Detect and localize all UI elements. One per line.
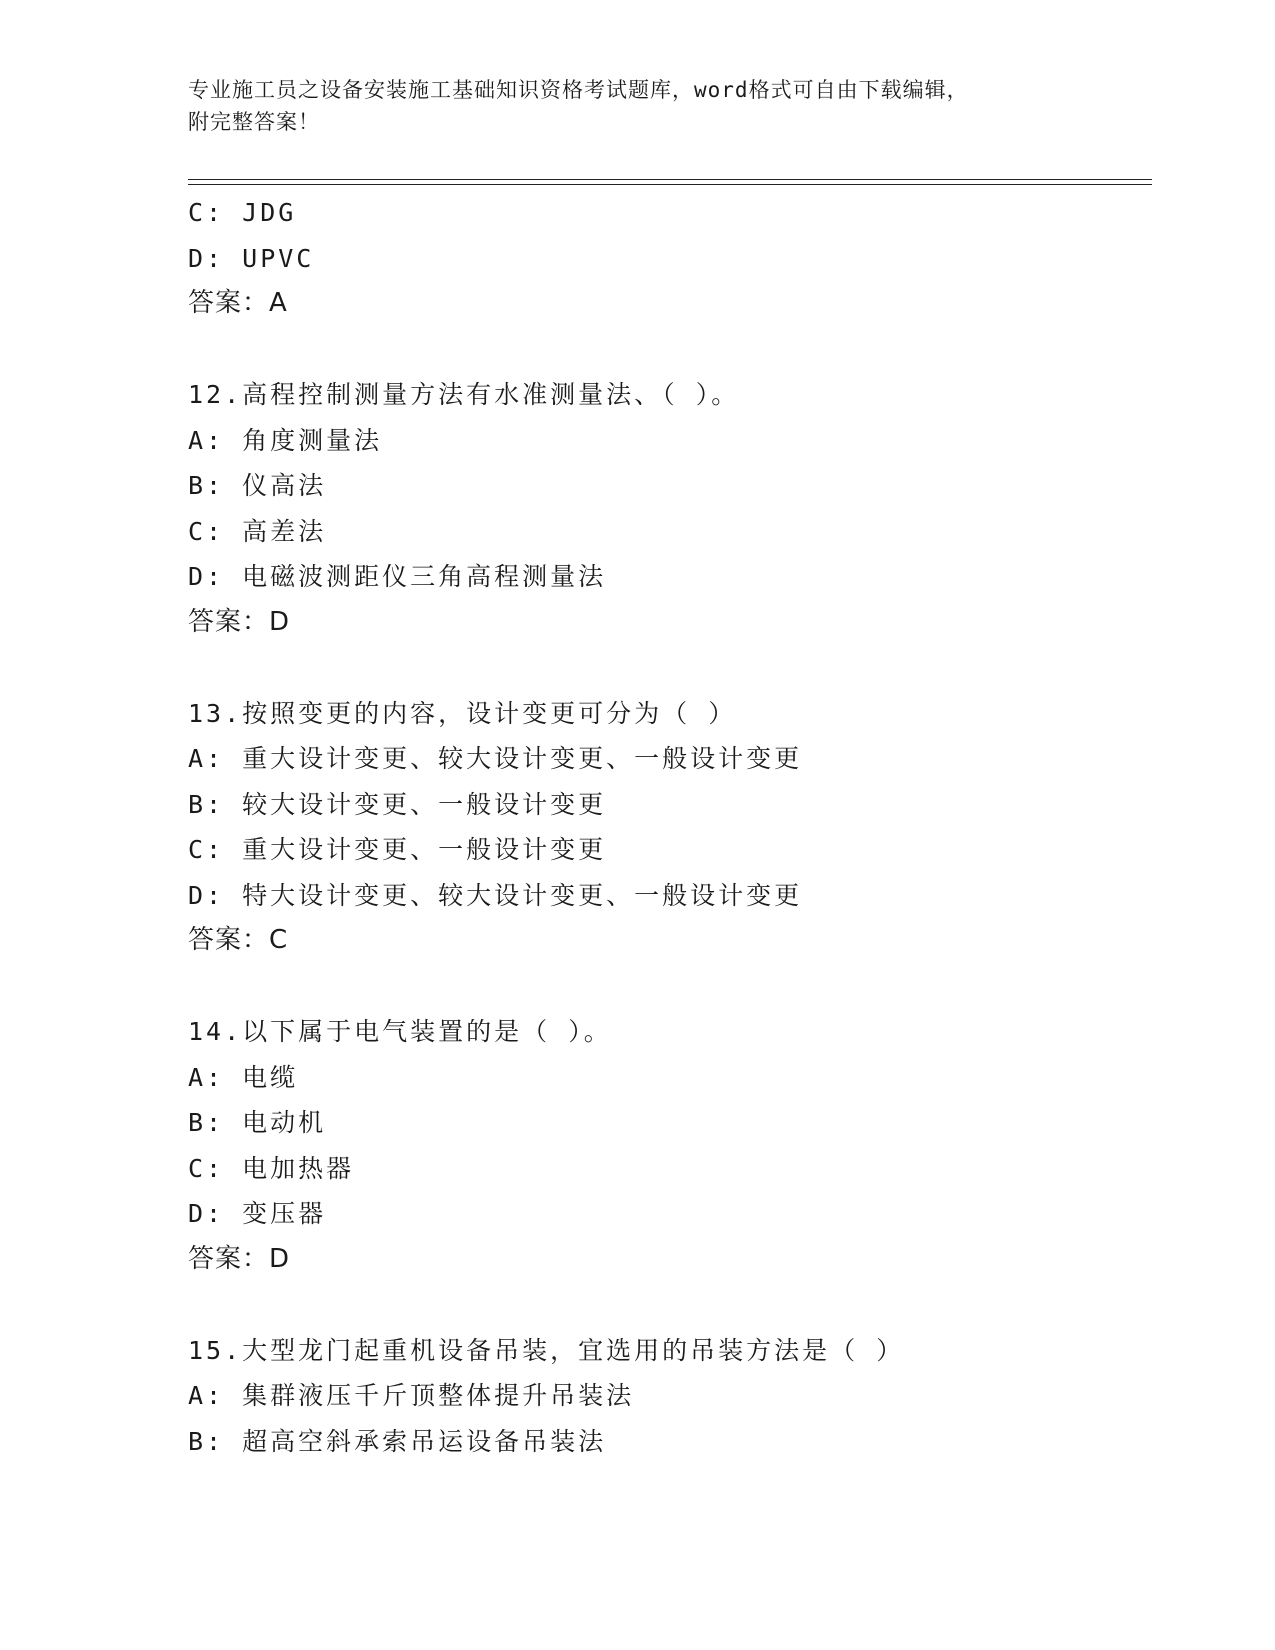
option-c: C: 电加热器: [188, 1153, 355, 1183]
spacer: [188, 964, 1148, 1010]
question-stem: 15.大型龙门起重机设备吊装，宜选用的吊装方法是（ ）: [188, 1335, 905, 1365]
option-d: D: 电磁波测距仪三角高程测量法: [188, 562, 607, 591]
option-d: D: UPVC: [188, 243, 315, 273]
option-a: A: 电缆: [188, 1062, 299, 1092]
answer: 答案：D: [188, 1243, 291, 1274]
header-line-1: 专业施工员之设备安装施工基础知识资格考试题库，word格式可自由下载编辑，: [188, 78, 969, 102]
option-a: A: 角度测量法: [188, 425, 383, 455]
option-c: C: JDG: [188, 198, 297, 227]
option-b: B: 较大设计变更、一般设计变更: [188, 789, 607, 819]
document-header: [188, 74, 1088, 138]
question-stem: 12.高程控制测量方法有水准测量法、（ ）。: [188, 380, 740, 409]
question-list: [188, 190, 1148, 1464]
option-b: B: 仪高法: [188, 471, 327, 500]
answer: 答案：C: [188, 925, 289, 955]
answer: 答案：D: [188, 606, 291, 637]
spacer: [188, 645, 1148, 691]
spacer: [188, 1282, 1148, 1328]
spacer: [188, 327, 1148, 373]
question-stem: 14.以下属于电气装置的是（ ）。: [188, 1017, 612, 1046]
question-stem: 13.按照变更的内容，设计变更可分为（ ）: [188, 698, 737, 728]
answer: 答案：A: [188, 288, 288, 318]
option-a: A: 重大设计变更、较大设计变更、一般设计变更: [188, 744, 803, 773]
option-d: D: 特大设计变更、较大设计变更、一般设计变更: [188, 880, 803, 910]
option-c: C: 高差法: [188, 516, 327, 546]
option-c: C: 重大设计变更、一般设计变更: [188, 835, 607, 864]
header-divider-bottom: [188, 184, 1152, 185]
option-b: B: 超高空斜承索吊运设备吊装法: [188, 1426, 607, 1456]
option-d: D: 变压器: [188, 1199, 327, 1228]
header-divider-top: [188, 179, 1152, 180]
option-a: A: 集群液压千斤顶整体提升吊装法: [188, 1381, 635, 1410]
option-b: B: 电动机: [188, 1108, 327, 1137]
header-line-2: 附完整答案！: [188, 110, 320, 134]
